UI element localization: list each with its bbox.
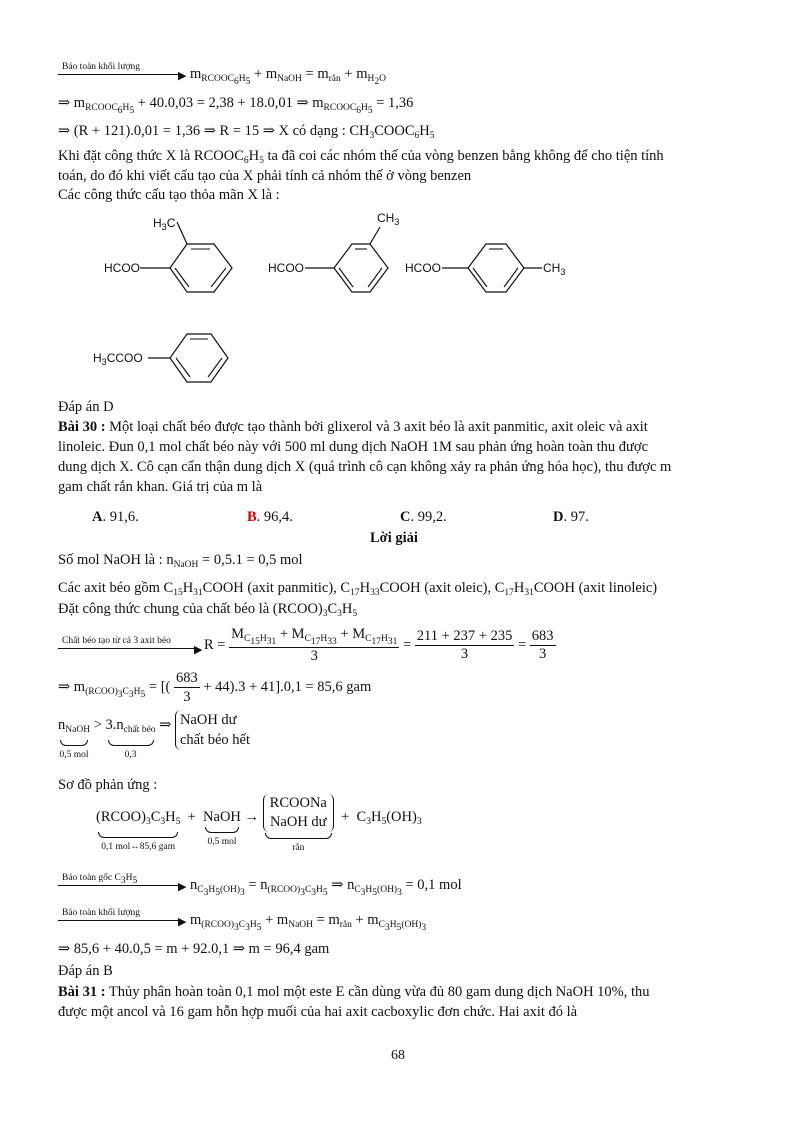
structure-para-methylphenyl-formate (405, 244, 565, 292)
answer-b: Đáp án B (58, 963, 113, 979)
glycerol-conservation-eq: Bảo toàn gốc $C_3H_5$ ▶ $n_{C_3H_5(OH)_3} = n_{(RCOO)_3C_3H_5}$ ⇒ $n_{C_3H_5(OH)_3} = 0,1$ mol (58, 873, 578, 893)
structure-2-group: HCOO (268, 261, 304, 275)
mass-conservation-eq-2: Bảo toàn khối lượng ▶ $m_{(RCOO)_3C_3H_5} + m_{NaOH} = m_{rắn} + m_{C_3H_5(OH)_3}$ (58, 908, 578, 928)
structure-3-group: HCOO (405, 261, 441, 275)
problem-30-line-2: linoleic. Đun 0,1 mol chất béo này với 500 ml dung dịch NaOH 1M sau phản ứng hoàn toàn thu được (58, 439, 649, 455)
answer-d: Đáp án D (58, 399, 114, 415)
problem-30-line-4: gam chất rắn khan. Giá trị của m là (58, 479, 263, 495)
structure-1-substituent: $H_3C$ (153, 216, 176, 232)
reaction-scheme: $(RCOO)_3C_3H_5$ 0,1 mol↔85,6 gam + NaOH 0,5 mol → RCOONa NaOH dư rắn + $C_3H_5(OH)_3$ (96, 795, 422, 853)
problem-30-line-1: Bài 30 : Một loại chất béo được tạo thành bởi glixerol và 3 axit béo là axit panmitic, axit oleic và axit (58, 419, 648, 435)
structure-ortho-methylphenyl-formate (104, 216, 232, 292)
average-r-eq: Chất béo tạo từ cả 3 axit béo ▶ R = $\frac{M_{C_{15}H_{31}} + M_{C_{17}H_{33}} + M_{C_{17}H_{31}}}{3}$ = $\frac{211 + 237 + 235}{3}$ = $\frac{683}{3}$ (58, 626, 678, 670)
paragraph-khi-dat: Khi đặt công thức X là $RCOOC_6H_5$ ta đã coi các nhóm thế của vòng benzen bằng không để cho tiện tính (58, 148, 664, 166)
problem-31-line-1: Bài 31 : Thủy phân hoàn toàn 0,1 mol một este E cần dùng vừa đủ 80 gam dung dịch NaOH 10%, thu (58, 984, 650, 1000)
structure-2-substituent: $CH_3$ (377, 211, 400, 227)
comparison-eq: $n_{NaOH}$ 0,5 mol > $3.n_{chất béo}$ 0,3 ⇒ NaOH dư chất béo hết (58, 712, 251, 760)
option-d: D. 97. (553, 509, 589, 525)
structural-formulas (0, 0, 800, 400)
page-number: 68 (391, 1048, 405, 1063)
final-mass-eq: ⇒ 85,6 + 40.0,5 = m + 92.0,1 ⇒ m = 96,4 gam (58, 941, 330, 957)
naoh-moles: Số mol NaOH là : $n_{NaOH} = 0,5.1 = 0,5$ mol (58, 552, 303, 570)
structure-meta-methylphenyl-formate (268, 211, 399, 292)
equation-line-3: ⇒ (R + 121).0,01 = 1,36 ⇒ R = 15 ⇒ X có dạng : $CH_3COOC_6H_5$ (58, 123, 435, 141)
structure-3-substituent: $CH_3$ (543, 261, 566, 277)
structure-4-group: $H_3CCOO$ (93, 351, 143, 367)
reaction-scheme-label: Sơ đồ phản ứng : (58, 777, 158, 793)
general-formula-line: Đặt công thức chung của chất béo là $(RCOO)_3C_3H_5$ (58, 601, 358, 619)
structure-phenyl-acetate (93, 334, 228, 382)
mass-fat-eq: ⇒ $m_{(RCOO)_3C_3H_5}$ = [( $\frac{683}{3}$ + 44).3 + 41].0,1 = 85,6 gam (58, 670, 372, 705)
mass-conservation-eq-1: Bảo toàn khối lượng ▶ $m_{RCOOC_6H_5} + m_{NaOH} = m_{rắn} + m_{H_2O}$ (58, 62, 478, 82)
option-b: B. 96,4. (247, 509, 293, 525)
paragraph-cac-cong-thuc: Các công thức cấu tạo thỏa mãn X là : (58, 187, 280, 203)
paragraph-toan: toán, do đó khi viết cấu tạo của X phải tính cả nhóm thế ở vòng benzen (58, 168, 472, 184)
equation-line-2: ⇒ $m_{RCOOC_6H_5} + 40.0,03 = 2,38 + 18.0,01$ ⇒ $m_{RCOOC_6H_5} = 1,36$ (58, 95, 414, 116)
option-c: C. 99,2. (400, 509, 447, 525)
arrow-label: Bảo toàn khối lượng (62, 62, 140, 72)
problem-31-line-2: được một ancol và 16 gam hỗn hợp muối của hai axit cacboxylic đơn chức. Hai axit đó là (58, 1004, 578, 1020)
problem-30-line-3: dung dịch X. Cô cạn cẩn thận dung dịch X (quá trình cô cạn không xảy ra phản ứng hóa học), thu được m (58, 459, 672, 475)
fatty-acids-line: Các axit béo gồm $C_{15}H_{31}COOH$ (axit panmitic), $C_{17}H_{33}COOH$ (axit oleic), $C_{17}H_{31}COOH$ (axit linoleic) (58, 580, 658, 598)
structure-1-group: HCOO (104, 261, 140, 275)
solution-heading: Lời giải (370, 530, 418, 546)
option-a: A. 91,6. (92, 509, 139, 525)
